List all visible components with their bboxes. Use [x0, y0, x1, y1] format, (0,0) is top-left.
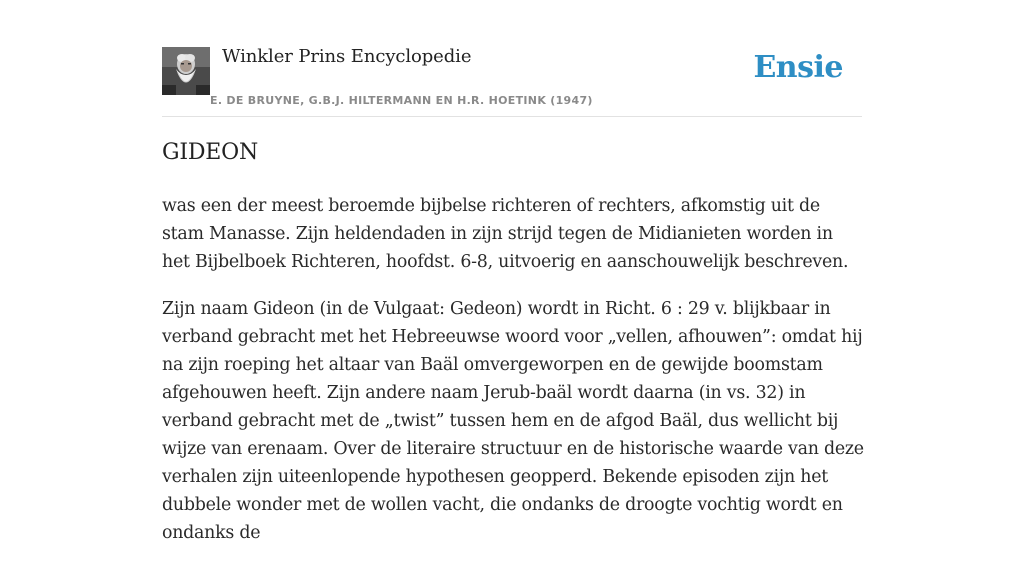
header	[162, 0, 862, 117]
article-title: GIDEON	[162, 140, 259, 165]
bearded-man-portrait-icon	[162, 47, 210, 95]
article-body	[162, 192, 864, 566]
paragraph: Zijn naam Gideon (in de Vulgaat: Gedeon) wordt in Richt. 6 : 29 v. blijkbaar in verband gebracht met het Hebreeuwse woord voor „vellen, afhouwen”: omdat hij na zijn roeping het altaar van Baäl omvergeworpen en de gewijde boomstam afgehouwen heeft. Zijn andere naam Jerub-baäl wordt daarna (in vs. 32) in verband gebracht met de „twist” tussen hem en de afgod Baäl, dus wellicht bij wijze van erenaam. Over de literaire structuur en de historische waarde van deze verhalen zijn uiteenlopende hypothesen geopperd. Bekende episoden zijn het dubbele wonder met de wollen vacht, die ondanks de droogte vochtig wordt en ondanks de	[162, 299, 864, 543]
site-title[interactable]: Winkler Prins Encyclopedie	[222, 46, 472, 67]
authors-line[interactable]: E. DE BRUYNE, G.B.J. HILTERMANN EN H.R. HOETINK (1947)	[210, 94, 593, 107]
paragraph: was een der meest beroemde bijbelse richteren of rechters, afkomstig uit de stam Manasse. Zijn heldendaden in zijn strijd tegen de Midianieten worden in het Bijbelboek Richteren, hoofdst. 6-8, uitvoerig en aanschouwelijk beschreven.	[162, 196, 849, 272]
brand-logo[interactable]: Ensie	[753, 50, 843, 85]
avatar[interactable]	[162, 47, 210, 95]
